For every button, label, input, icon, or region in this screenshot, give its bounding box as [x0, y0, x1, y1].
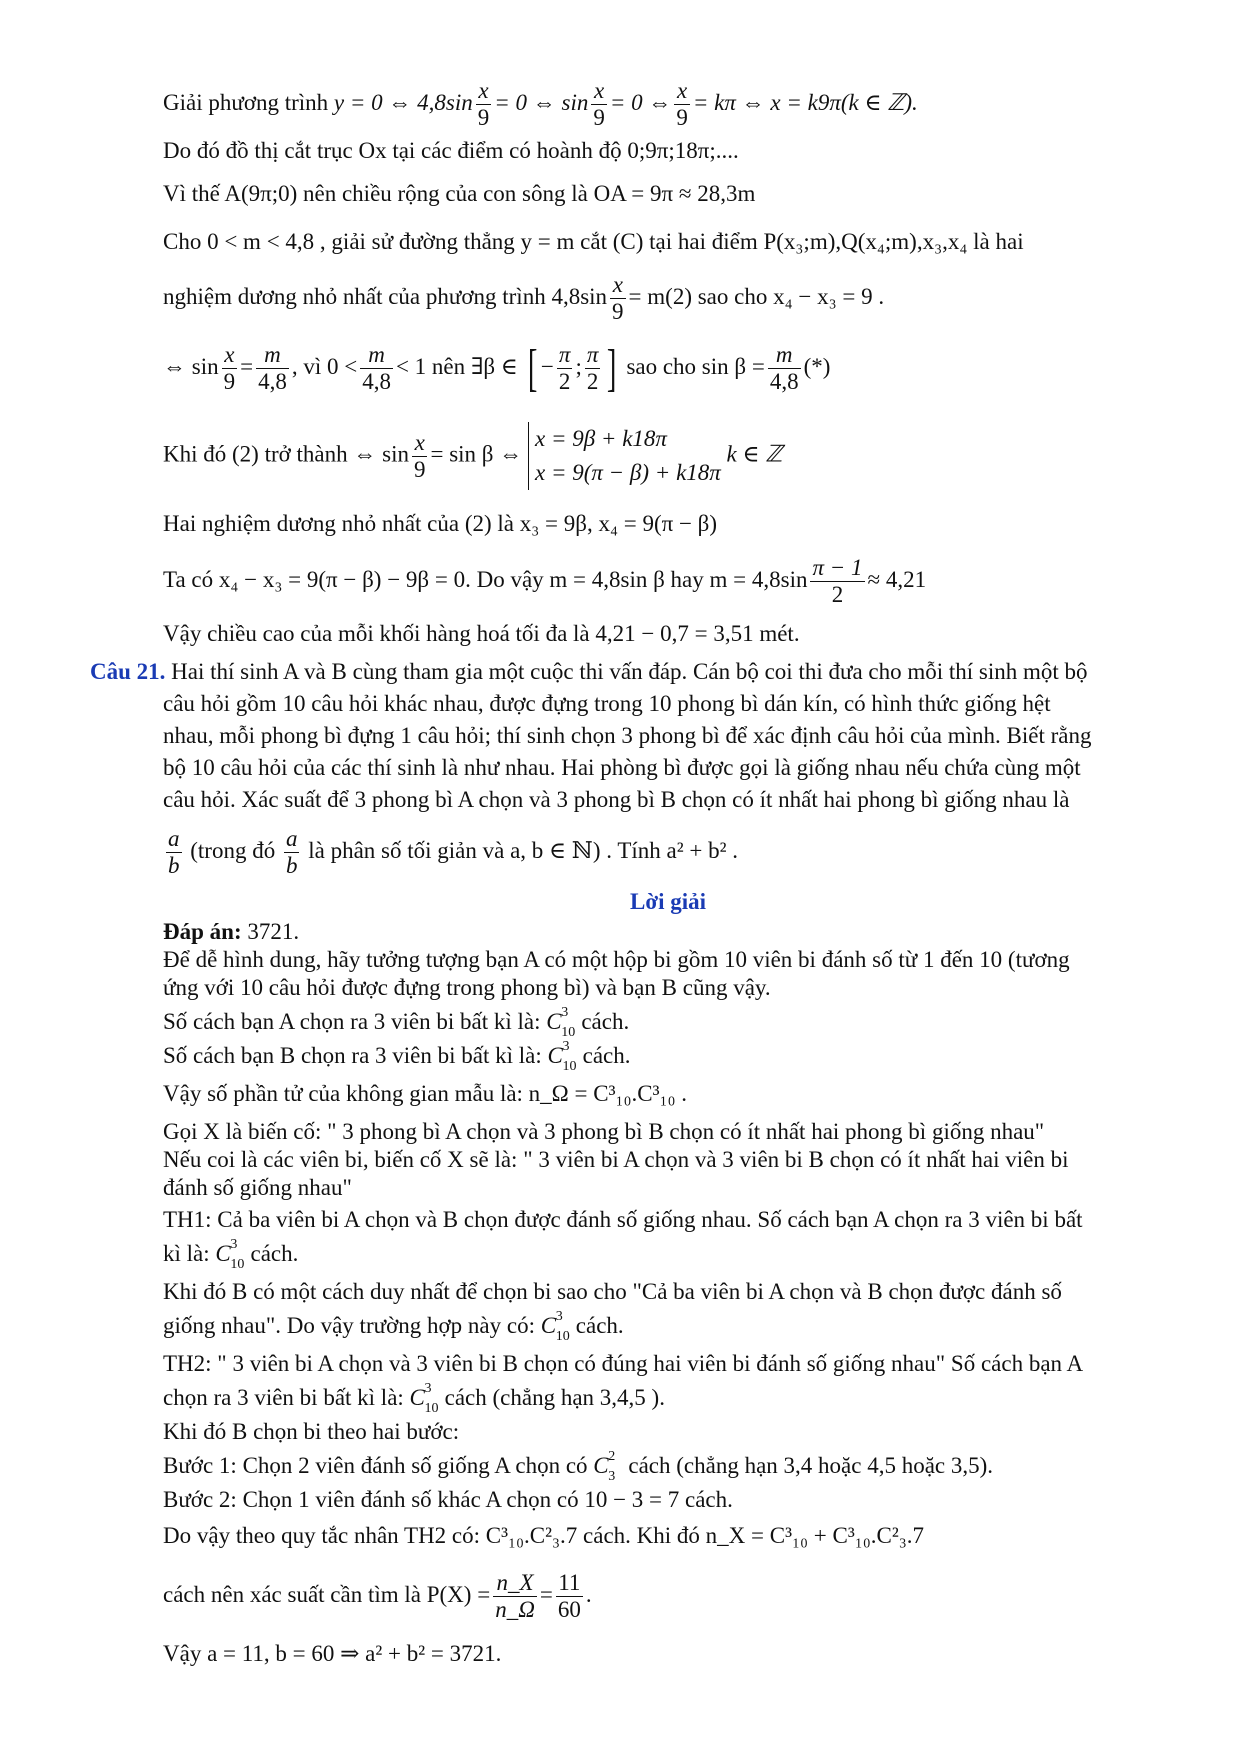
solution-line-1: Để dễ hình dung, hãy tưởng tượng bạn A có một hộp bi gồm 10 viên bi đánh số từ 1 đến 10 (tương: [163, 947, 1070, 972]
question-label: Câu 21.: [90, 659, 166, 684]
solution-title: Lời giải: [630, 889, 706, 914]
solution-line-9: TH1: Cả ba viên bi A chọn và B chọn được đánh số giống nhau. Số cách bạn A chọn ra 3 viên bi bất: [163, 1207, 1083, 1232]
question-line-2: câu hỏi gồm 10 câu hỏi khác nhau, được đựng trong 10 phong bì dán kín, có hình thức giống hệt: [163, 691, 1051, 716]
text-line-8: Hai nghiệm dương nhỏ nhất của (2) là x₃ = 9β, x₄ = 9(π − β): [163, 511, 718, 536]
solution-line-14: chọn ra 3 viên bi bất kì là: C 3 10 cách (chẳng hạn 3,4,5 ).: [163, 1381, 665, 1416]
equation-line-7: Khi đó (2) trở thành ⇔ sin $\frac{x}{9}$ = sin β ⇔ x = 9β + k18π x = 9(π − β) + k18π k ∈ ℤ: [163, 422, 782, 490]
solution-line-6: Gọi X là biến cố: " 3 phong bì A chọn và 3 phong bì B chọn có ít nhất hai phong bì giống nhau": [163, 1119, 1045, 1144]
text-line-3: Vì thế A(9π;0) nên chiều rộng của con sông là OA = 9π ≈ 28,3m: [163, 181, 756, 206]
answer-line: Đáp án: 3721.: [163, 919, 300, 944]
solution-line-10: kì là: C 3 10 cách.: [163, 1237, 299, 1272]
question-line-1: Câu 21. Hai thí sinh A và B cùng tham gia một cuộc thi vấn đáp. Cán bộ coi thi đưa cho mỗi thí sinh một bộ: [90, 659, 1088, 684]
solution-line-5: Vậy số phần tử của không gian mẫu là: n_Ω = C³₁₀.C³₁₀ .: [163, 1081, 688, 1106]
question-line-4: bộ 10 câu hỏi của các thí sinh là như nhau. Hai phòng bì được gọi là giống nhau nếu chứa cùng một: [163, 755, 1081, 780]
solution-line-4: Số cách bạn B chọn ra 3 viên bi bất kì là: C 3 10 cách.: [163, 1039, 631, 1074]
solution-line-11: Khi đó B có một cách duy nhất để chọn bi sao cho "Cả ba viên bi A chọn và B chọn được đánh số: [163, 1279, 1062, 1304]
solution-line-15: Khi đó B chọn bi theo hai bước:: [163, 1419, 460, 1444]
solution-line-19: cách nên xác suất cần tìm là P(X) = $\frac{n\_X}{n\_\Omega}$ = $\frac{11}{60}$ .: [163, 1570, 592, 1622]
solution-line-2: ứng với 10 câu hỏi được đựng trong phong bì) và bạn B cũng vậy.: [163, 975, 771, 1000]
equation-line-1: Giải phương trình y = 0 ⇔ 4,8sin $\frac{x}{9}$ = 0 ⇔ sin $\frac{x}{9}$ = 0 ⇔ $\frac{x}{9}$ = kπ ⇔ x = k9π(k ∈ ℤ).: [163, 78, 918, 130]
solution-line-18: Do vậy theo quy tắc nhân TH2 có: C³₁₀.C²₃.7 cách. Khi đó n_X = C³₁₀ + C³₁₀.C²₃.7: [163, 1523, 925, 1548]
solution-line-8: đánh số giống nhau": [163, 1175, 352, 1200]
solution-line-7: Nếu coi là các viên bi, biến cố X sẽ là: " 3 viên bi A chọn và 3 viên bi B chọn có ít nhất hai viên bi: [163, 1147, 1069, 1172]
question-line-5: câu hỏi. Xác suất để 3 phong bì A chọn và 3 phong bì B chọn có ít nhất hai phong bì giống nhau là: [163, 787, 1070, 812]
question-line-3: nhau, mỗi phong bì đựng 1 câu hỏi; thí sinh chọn 3 phong bì để xác định câu hỏi của mình. Biết rằng: [163, 723, 1092, 748]
equation-line-9: Ta có x₄ − x₃ = 9(π − β) − 9β = 0. Do vậy m = 4,8sin β hay m = 4,8sin $\frac{\pi - 1}{2}$ ≈ 4,21: [163, 555, 927, 607]
solution-line-12: giống nhau". Do vậy trường hợp này có: C 3 10 cách.: [163, 1309, 624, 1344]
text-line-2: Do đó đồ thị cắt trục Ox tại các điểm có hoành độ 0;9π;18π;....: [163, 138, 739, 163]
question-line-6: $\frac{a}{b}$ (trong đó $\frac{a}{b}$ là phân số tối giản và a, b ∈ ℕ) . Tính a² + b² .: [168, 826, 738, 878]
equation-line-6: ⇔ sin $\frac{x}{9}$ = $\frac{m}{4,8}$ , vì 0 < $\frac{m}{4,8}$ < 1 nên ∃β ∈ [ − $\frac{\pi}{2}$ ; $\frac{\pi}{2}$ ] sao cho sin β = $\frac{m}{4,8}$ (*): [163, 339, 831, 397]
text-line-4: Cho 0 < m < 4,8 , giải sử đường thẳng y = m cắt (C) tại hai điểm P(x₃;m),Q(x₄;m),x₃,x₄ là hai: [163, 229, 1024, 254]
solution-line-17: Bước 2: Chọn 1 viên đánh số khác A chọn có 10 − 3 = 7 cách.: [163, 1487, 733, 1512]
text-line-10: Vậy chiều cao của mỗi khối hàng hoá tối đa là 4,21 − 0,7 = 3,51 mét.: [163, 621, 800, 646]
equation-line-5: nghiệm dương nhỏ nhất của phương trình 4,8sin $\frac{x}{9}$ = m(2) sao cho x₄ − x₃ = 9 .: [163, 272, 885, 324]
solution-line-16: Bước 1: Chọn 2 viên đánh số giống A chọn có C 2 3 cách (chẳng hạn 3,4 hoặc 4,5 hoặc 3,5).: [163, 1449, 994, 1484]
solution-line-20: Vậy a = 11, b = 60 ⇒ a² + b² = 3721.: [163, 1641, 502, 1666]
solution-line-3: Số cách bạn A chọn ra 3 viên bi bất kì là: C 3 10 cách.: [163, 1005, 630, 1040]
solution-line-13: TH2: " 3 viên bi A chọn và 3 viên bi B chọn có đúng hai viên bi đánh số giống nhau" Số cách bạn A: [163, 1351, 1084, 1376]
